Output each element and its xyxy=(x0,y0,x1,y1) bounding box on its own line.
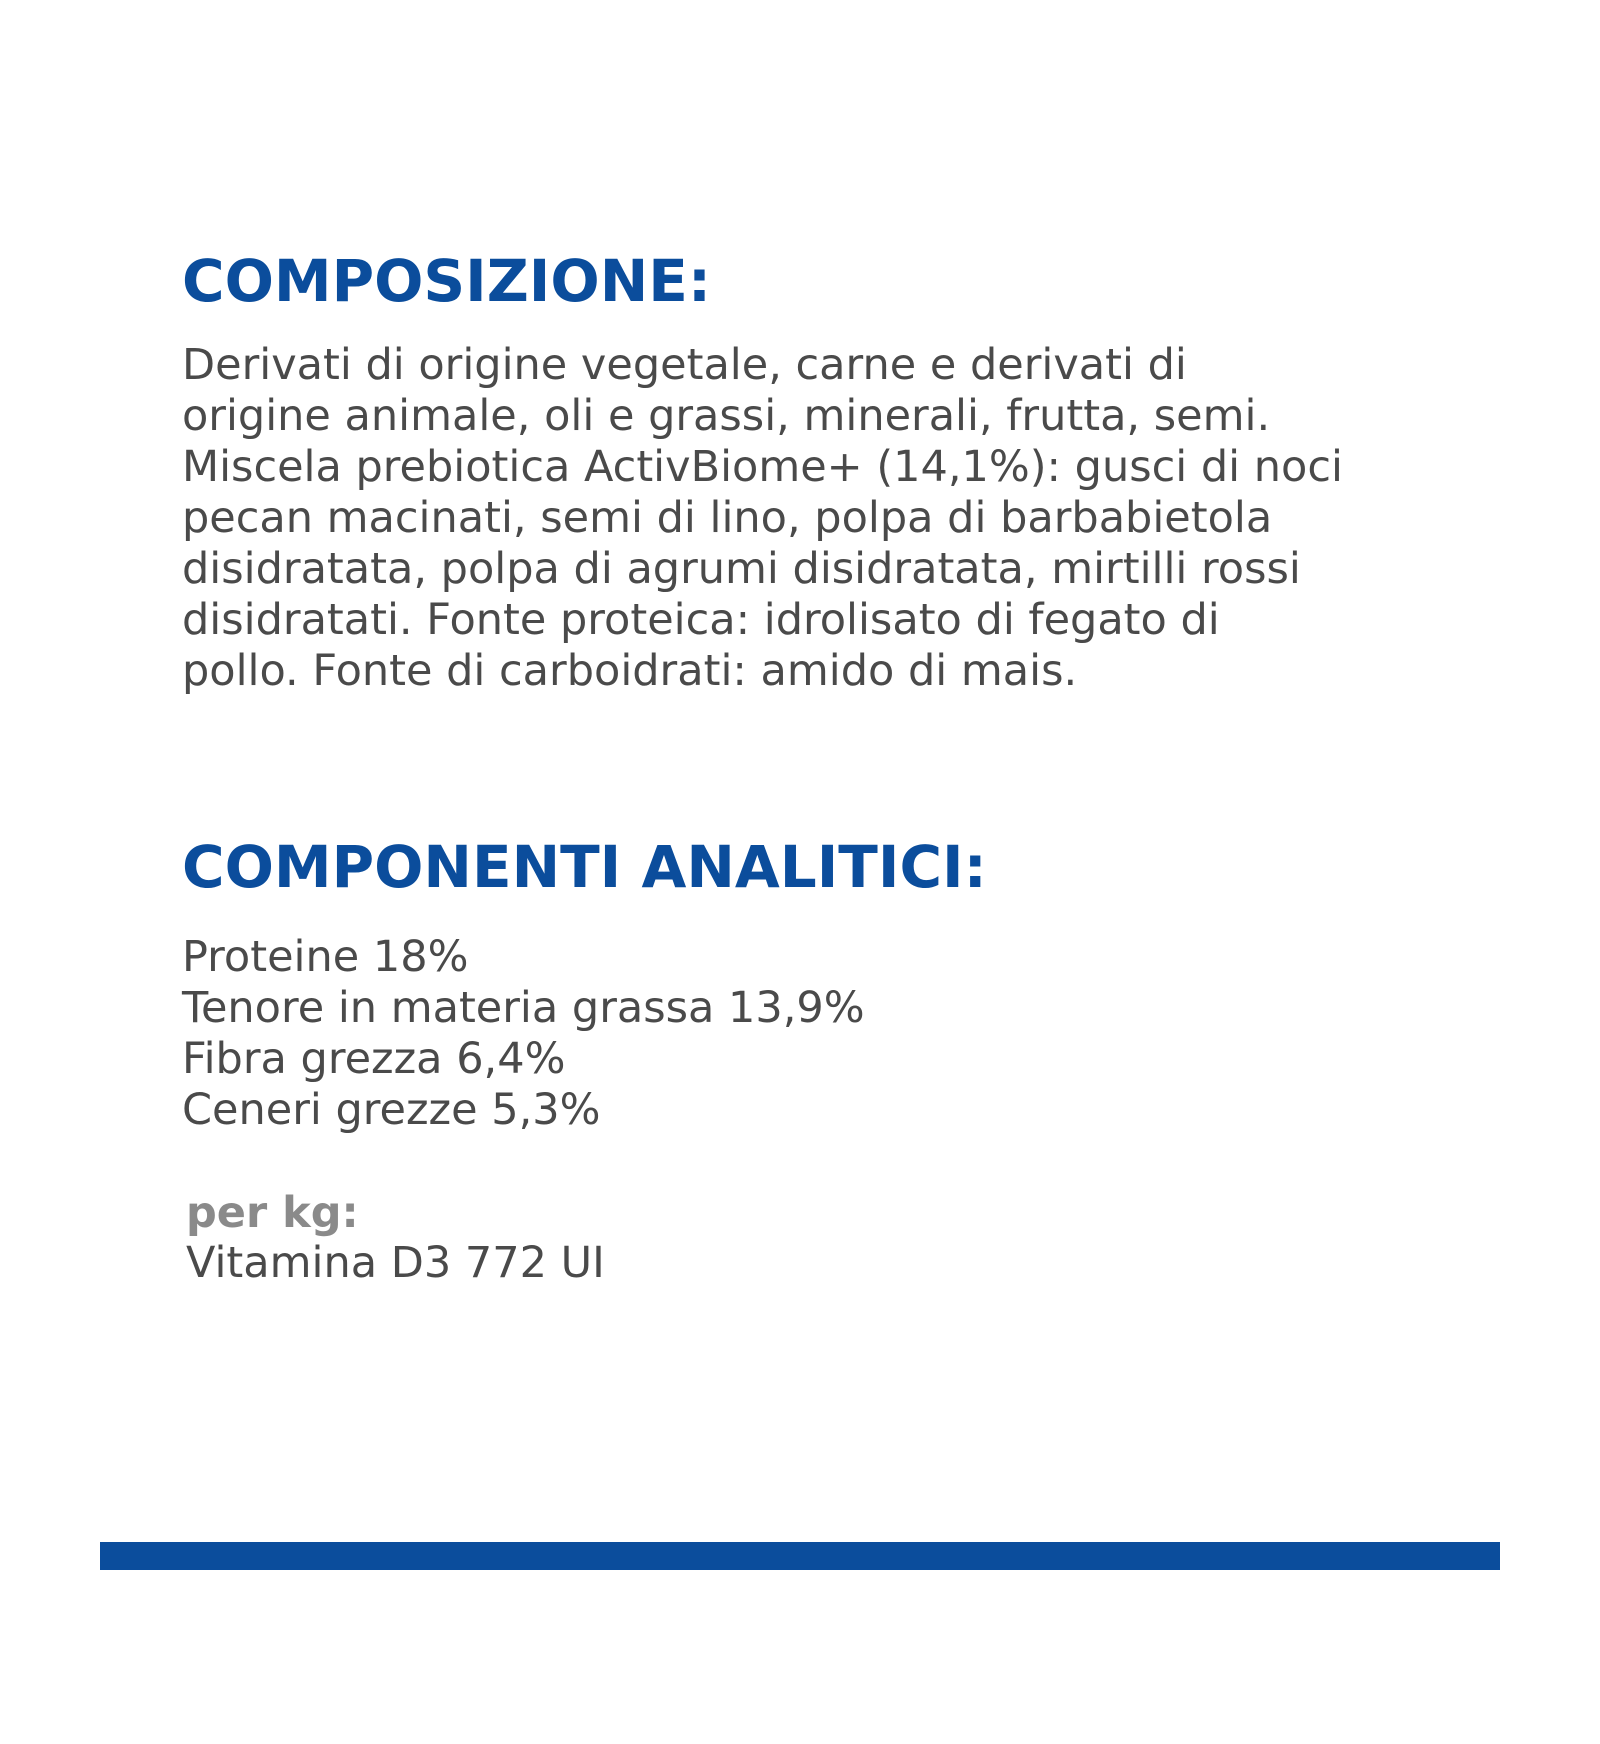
analytical-item-ash: Ceneri grezze 5,3% xyxy=(182,1085,601,1135)
composition-line: origine animale, oli e grassi, minerali, frutta, semi. xyxy=(182,391,1271,441)
composition-line: disidratati. Fonte proteica: idrolisato di fegato di xyxy=(182,595,1220,645)
composition-line: Miscela prebiotica ActivBiome+ (14,1%): gusci di noci xyxy=(182,442,1343,492)
analytical-item-fibre: Fibra grezza 6,4% xyxy=(182,1034,566,1084)
analytical-item-protein: Proteine 18% xyxy=(182,932,469,982)
vitamin-d3-value: Vitamina D3 772 UI xyxy=(186,1238,605,1288)
composition-heading: COMPOSIZIONE: xyxy=(182,247,712,315)
composition-paragraph xyxy=(182,340,1343,697)
composition-line: pollo. Fonte di carboidrati: amido di mais. xyxy=(182,646,1078,696)
per-kg-label: per kg: xyxy=(186,1188,359,1238)
composition-line: disidratata, polpa di agrumi disidratata, mirtilli rossi xyxy=(182,544,1301,594)
bottom-accent-bar xyxy=(100,1542,1500,1570)
analytical-list xyxy=(182,932,865,1136)
composition-line: pecan macinati, semi di lino, polpa di barbabietola xyxy=(182,493,1273,543)
analytical-item-fat: Tenore in materia grassa 13,9% xyxy=(182,983,865,1033)
composition-line: Derivati di origine vegetale, carne e derivati di xyxy=(182,340,1187,390)
analytical-heading: COMPONENTI ANALITICI: xyxy=(182,833,987,901)
